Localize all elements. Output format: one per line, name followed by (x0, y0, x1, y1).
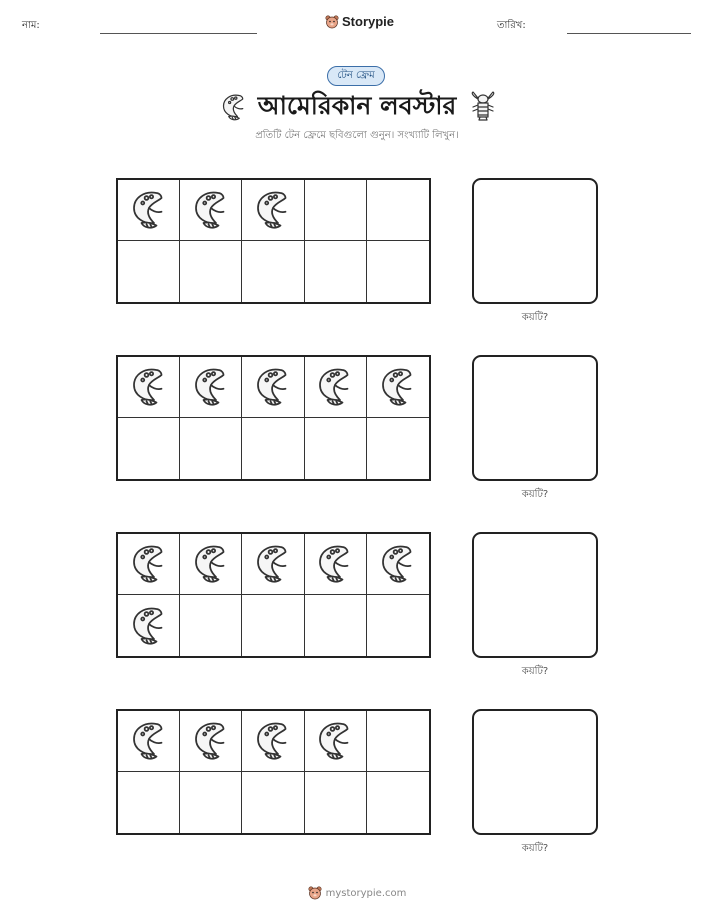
count-question-1: কয়টি? (521, 312, 549, 323)
footer (0, 886, 714, 900)
frame-cell (180, 534, 242, 595)
lobster-icon (253, 716, 293, 766)
lobster-icon (129, 185, 169, 235)
count-question-2: কয়টি? (521, 489, 549, 500)
lobster-icon (315, 362, 355, 412)
lobster-icon (378, 362, 418, 412)
page-title: আমেরিকান লবস্টার (257, 91, 457, 120)
frame-cell (242, 418, 304, 479)
count-question-4: কয়টি? (521, 843, 549, 854)
frame-cell (180, 357, 242, 418)
lobster-icon (191, 716, 231, 766)
frame-cell (118, 241, 180, 302)
frame-cell (180, 772, 242, 833)
frame-cell (118, 595, 180, 656)
frame-cell (180, 180, 242, 241)
frame-cell (305, 534, 367, 595)
count-question-3: কয়টি? (521, 666, 549, 677)
frame-cell (367, 418, 429, 479)
lobster-icon (253, 185, 293, 235)
frame-cell (242, 241, 304, 302)
answer-box-4[interactable] (472, 709, 598, 835)
lobster-icon (191, 539, 231, 589)
ten-frame-1 (116, 178, 431, 304)
lobster-icon (129, 539, 169, 589)
frame-cell (305, 418, 367, 479)
answer-box-1[interactable] (472, 178, 598, 304)
frame-cell (118, 534, 180, 595)
frame-cell (305, 711, 367, 772)
lobster-icon (220, 90, 248, 122)
bear-icon (325, 15, 339, 29)
ten-frame-2 (116, 355, 431, 481)
lobster-top-icon (467, 90, 499, 122)
lobster-icon (253, 362, 293, 412)
frame-cell (180, 595, 242, 656)
frame-cell (305, 357, 367, 418)
frame-cell (242, 534, 304, 595)
lobster-icon (129, 362, 169, 412)
frame-cell (242, 711, 304, 772)
frame-cell (242, 772, 304, 833)
ten-frame-4 (116, 709, 431, 835)
lobster-icon (191, 362, 231, 412)
frame-cell (367, 711, 429, 772)
date-line[interactable] (567, 33, 691, 34)
frame-cell (118, 357, 180, 418)
lobster-icon (191, 185, 231, 235)
footer-url[interactable]: mystorypie.com (325, 887, 407, 899)
worksheet-type-tag: টেন ফ্রেম (327, 66, 385, 86)
name-label: নাম: (22, 20, 40, 31)
frame-cell (367, 357, 429, 418)
frame-cell (367, 180, 429, 241)
lobster-icon (253, 539, 293, 589)
frame-cell (118, 772, 180, 833)
ten-frame-3 (116, 532, 431, 658)
frame-cell (367, 241, 429, 302)
lobster-icon (315, 539, 355, 589)
frame-cell (180, 241, 242, 302)
lobster-icon (129, 716, 169, 766)
frame-cell (305, 595, 367, 656)
answer-box-2[interactable] (472, 355, 598, 481)
frame-cell (305, 772, 367, 833)
frame-cell (305, 180, 367, 241)
name-line[interactable] (100, 33, 257, 34)
frame-cell (118, 418, 180, 479)
frame-cell (118, 711, 180, 772)
frame-cell (242, 180, 304, 241)
bear-icon (308, 886, 322, 900)
lobster-icon (378, 539, 418, 589)
lobster-icon (129, 601, 169, 651)
lobster-icon (315, 716, 355, 766)
frame-cell (242, 357, 304, 418)
frame-cell (242, 595, 304, 656)
brand-logo (325, 14, 394, 29)
frame-cell (180, 711, 242, 772)
frame-cell (367, 534, 429, 595)
frame-cell (180, 418, 242, 479)
date-label: তারিখ: (497, 20, 526, 31)
frame-cell (367, 595, 429, 656)
frame-cell (118, 180, 180, 241)
instruction-text: প্রতিটি টেন ফ্রেমে ছবিগুলো গুনুন। সংখ্যাটি লিখুন। (255, 130, 459, 141)
frame-cell (367, 772, 429, 833)
brand-name: Storypie (342, 14, 395, 29)
frame-cell (305, 241, 367, 302)
answer-box-3[interactable] (472, 532, 598, 658)
